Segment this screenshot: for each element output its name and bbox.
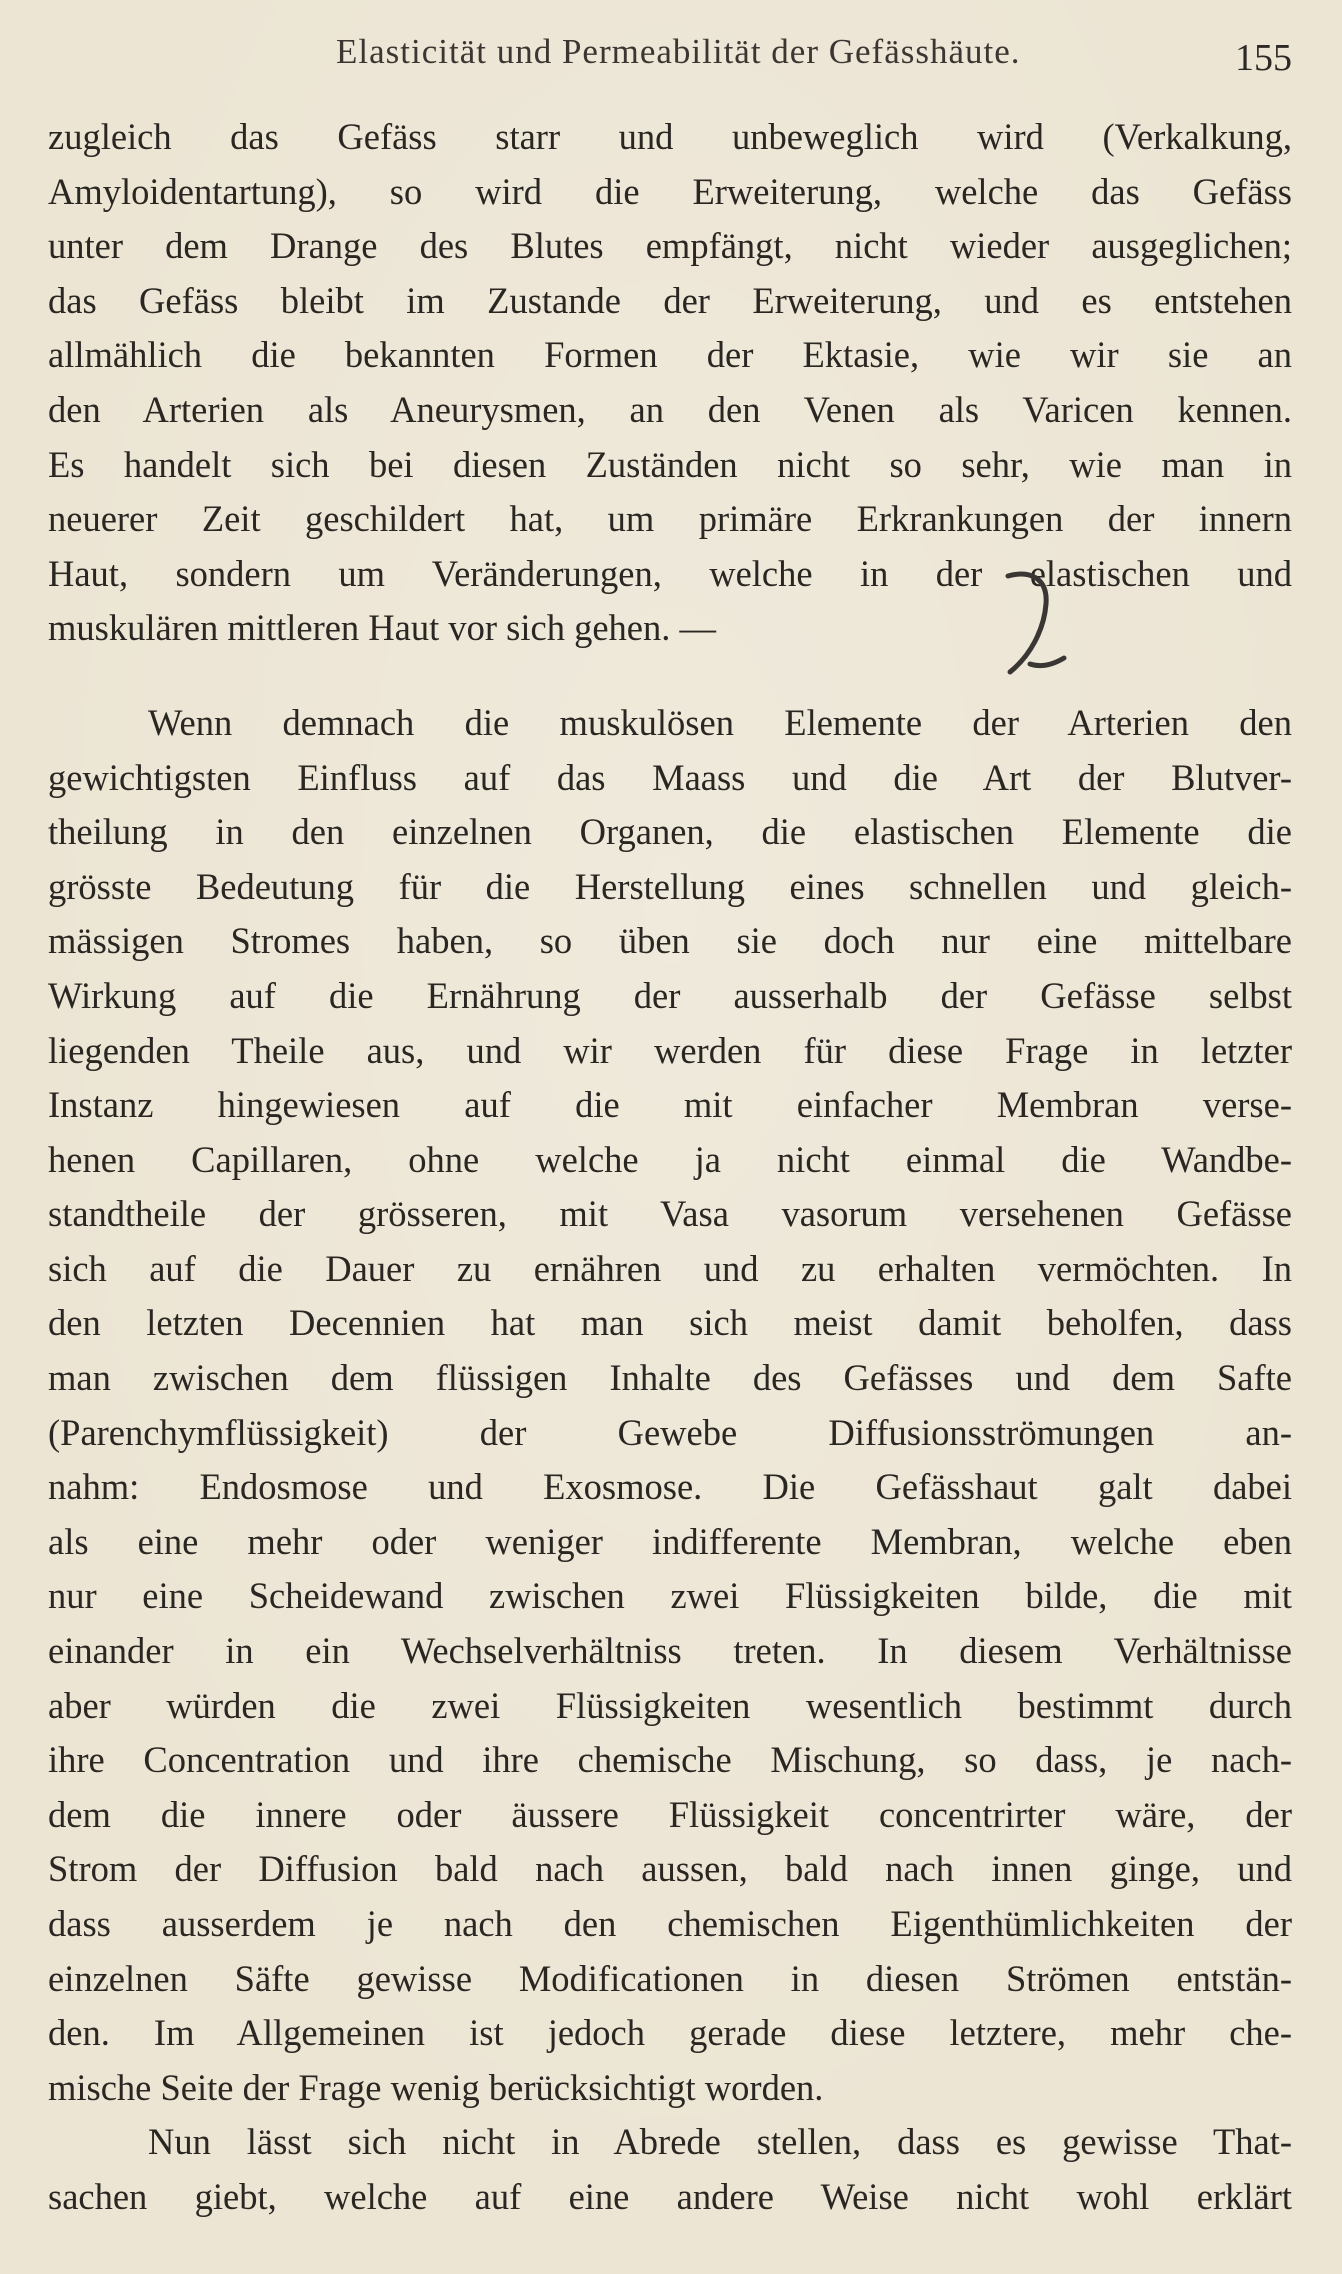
text-line: Amyloidentartung), so wird die Erweiterung, welche das Gefäss: [48, 170, 1292, 212]
handwritten-mark-icon: [1000, 568, 1070, 678]
text-line: neuerer Zeit geschildert hat, um primäre Erkrankungen der innern: [48, 498, 1292, 540]
text-line: liegenden Theile aus, und wir werden für diese Frage in letzter: [48, 1029, 1292, 1071]
paragraph-1: [48, 110, 1292, 656]
paragraph-gap: [48, 656, 1292, 696]
text-line: dem die innere oder äussere Flüssigkeit concentrirter wäre, der: [48, 1793, 1292, 1835]
text-line: den Arterien als Aneurysmen, an den Venen als Varicen kennen.: [48, 388, 1292, 430]
paragraph-2: [48, 696, 1292, 2115]
body-text: [48, 110, 1292, 2225]
text-line: Wirkung auf die Ernährung der ausserhalb der Gefässe selbst: [48, 974, 1292, 1016]
text-line: gewichtigsten Einfluss auf das Maass und die Art der Blutver-: [48, 756, 1292, 798]
text-line: aber würden die zwei Flüssigkeiten wesentlich bestimmt durch: [48, 1684, 1292, 1726]
text-line: sachen giebt, welche auf eine andere Weise nicht wohl erklärt: [48, 2175, 1292, 2217]
text-line: Es handelt sich bei diesen Zuständen nicht so sehr, wie man in: [48, 443, 1292, 485]
text-line: zugleich das Gefäss starr und unbeweglich wird (Verkalkung,: [48, 116, 1292, 157]
text-line: nur eine Scheidewand zwischen zwei Flüssigkeiten bilde, die mit: [48, 1575, 1292, 1617]
text-line: theilung in den einzelnen Organen, die elastischen Elemente die: [48, 811, 1292, 853]
text-line: allmählich die bekannten Formen der Ektasie, wie wir sie an: [48, 334, 1292, 376]
paragraph-3: [48, 2115, 1292, 2224]
text-line: standtheile der grösseren, mit Vasa vasorum versehenen Gefässe: [48, 1193, 1292, 1235]
text-line: sich auf die Dauer zu ernähren und zu erhalten vermöchten. In: [48, 1247, 1292, 1289]
text-line: Strom der Diffusion bald nach aussen, bald nach innen ginge, und: [48, 1848, 1292, 1890]
text-line: Instanz hingewiesen auf die mit einfacher Membran verse-: [48, 1084, 1292, 1126]
text-line: das Gefäss bleibt im Zustande der Erweiterung, und es entstehen: [48, 279, 1292, 321]
text-line: den. Im Allgemeinen ist jedoch gerade diese letztere, mehr che-: [48, 2012, 1292, 2054]
text-line: muskulären mittleren Haut vor sich gehen. —: [48, 607, 716, 649]
text-line: als eine mehr oder weniger indifferente Membran, welche eben: [48, 1520, 1292, 1562]
text-line: grösste Bedeutung für die Herstellung eines schnellen und gleich-: [48, 865, 1292, 907]
text-line: unter dem Drange des Blutes empfängt, nicht wieder ausgeglichen;: [48, 225, 1292, 267]
text-line: den letzten Decennien hat man sich meist damit beholfen, dass: [48, 1302, 1292, 1344]
page-header: [48, 30, 1292, 78]
text-line: nahm: Endosmose und Exosmose. Die Gefässhaut galt dabei: [48, 1466, 1292, 1508]
text-line: mische Seite der Frage wenig berücksichtigt worden.: [48, 2066, 824, 2108]
running-title: Elasticität und Permeabilität der Gefässhäute.: [336, 32, 1021, 71]
text-line: henen Capillaren, ohne welche ja nicht einmal die Wandbe-: [48, 1138, 1292, 1180]
text-line: ihre Concentration und ihre chemische Mischung, so dass, je nach-: [48, 1739, 1292, 1781]
text-line: (Parenchymflüssigkeit) der Gewebe Diffusionsströmungen an-: [48, 1411, 1292, 1453]
text-line: dass ausserdem je nach den chemischen Eigenthümlichkeiten der: [48, 1903, 1292, 1944]
text-line: einzelnen Säfte gewisse Modificationen in diesen Strömen entstän-: [48, 1957, 1292, 1999]
text-line: Nun lässt sich nicht in Abrede stellen, dass es gewisse That-: [148, 2121, 1292, 2163]
text-line: Wenn demnach die muskulösen Elemente der Arterien den: [148, 701, 1292, 743]
text-line: mässigen Stromes haben, so üben sie doch nur eine mittelbare: [48, 920, 1292, 962]
page-number: 155: [1235, 37, 1292, 79]
text-line: einander in ein Wechselverhältniss treten. In diesem Verhältnisse: [48, 1630, 1292, 1672]
text-line: man zwischen dem flüssigen Inhalte des Gefässes und dem Safte: [48, 1357, 1292, 1399]
text-line: Haut, sondern um Veränderungen, welche in der elastischen und: [48, 552, 1292, 594]
